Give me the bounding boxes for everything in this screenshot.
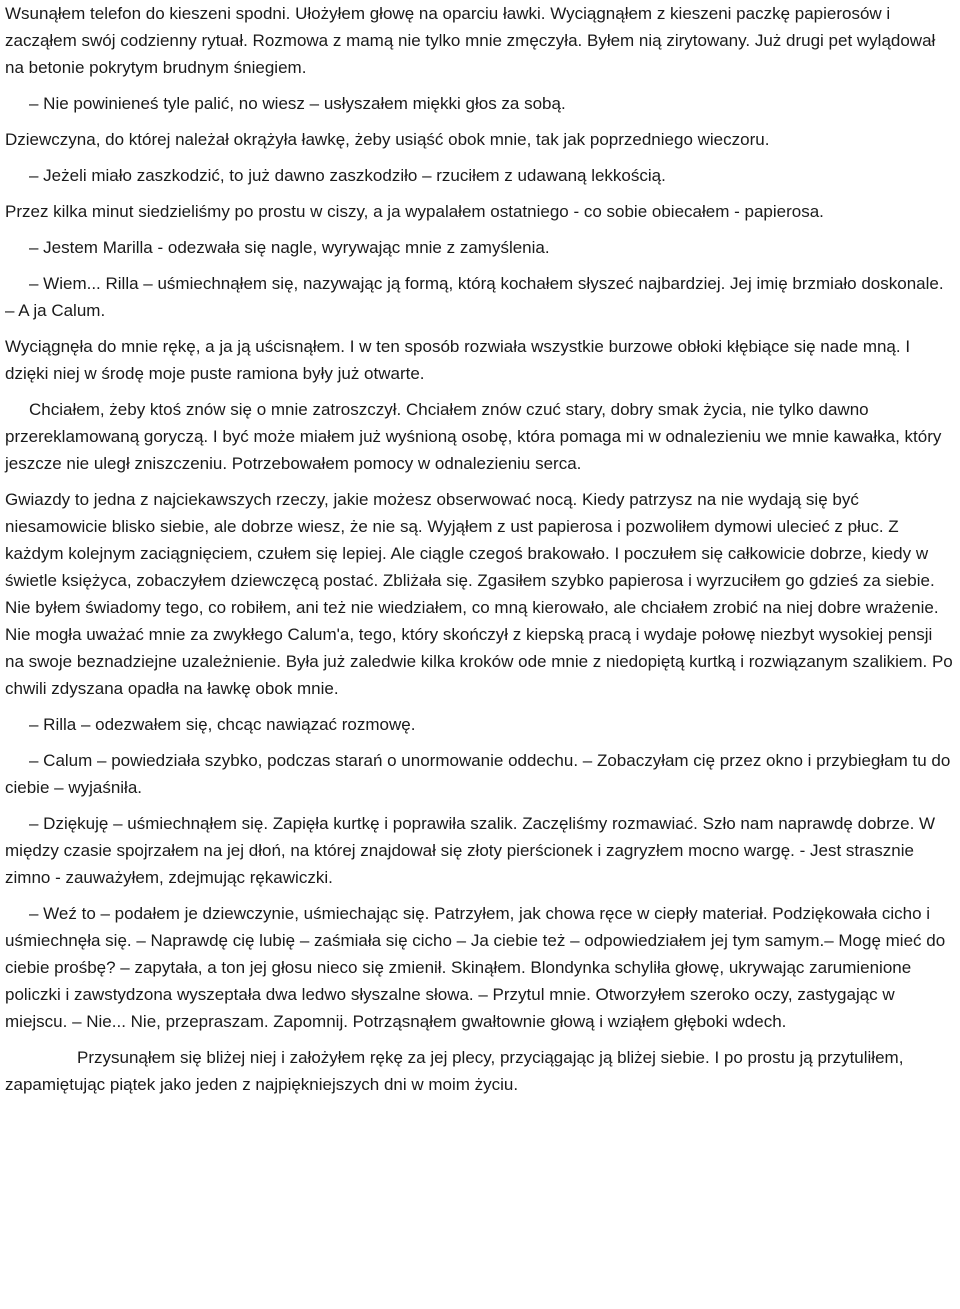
paragraph-11: – Rilla – odezwałem się, chcąc nawiązać rozmowę. — [29, 715, 416, 734]
paragraph-10: Gwiazdy to jedna z najciekawszych rzeczy, jakie możesz obserwować nocą. Kiedy patrzysz na nie wydają się być niesamowicie blisko siebie, ale dobrze wiesz, że nie są. Wyjąłem z ust papierosa i pozwoliłem dymowi ulecieć z płuc. Z każdym kolejnym zaciągnięciem, czułem się lepiej. Ale ciągle czegoś brakowało. I poczułem się całkowicie dobrze, kiedy w świetle księżyca, zobaczyłem dziewczęcą postać. Zbliżała się. Zgasiłem szybko papierosa i wyrzuciłem go gdzieś za siebie. Nie byłem świadomy tego, co robiłem, ani też nie wiedziałem, co mną kierowało, ale chciałem zrobić na niej dobre wrażenie. Nie mogła uważać mnie za zwykłego Calum'a, tego, który skończył z kiepską pracą i wydaje połowę niezbyt wysokiej pensji na swoje beznadziejne uzależnienie. Była już zaledwie kilka kroków ode mnie z niedopiętą kurtką i rozwiązanym szalikiem. Po chwili zdyszana opadła na ławkę obok mnie. — [5, 490, 953, 698]
paragraph-8: Wyciągnęła do mnie rękę, a ja ją uścisnąłem. I w ten sposób rozwiała wszystkie burzowe obłoki kłębiące się nade mną. I dzięki niej w środę moje puste ramiona były już otwarte. — [5, 337, 911, 383]
paragraph-14: – Weź to – podałem je dziewczynie, uśmiechając się. Patrzyłem, jak chowa ręce w ciepły materiał. Podziękowała cicho i uśmiechnęła się. – Naprawdę cię lubię – zaśmiała się cicho – Ja ciebie też – odpowiedziałem jej tym samym.– Mogę mieć do ciebie prośbę? – zapytała, a ton jej głosu nieco się zmienił. Skinąłem. Blondynka schyliła głowę, ukrywając zarumienione policzki i zawstydzona wyszeptała dwa ledwo słyszalne słowa. – Przytul mnie. Otworzyłem szeroko oczy, zastygając w miejscu. – Nie... Nie, przepraszam. Zapomnij. Potrząsnąłem gwałtownie głową i wziąłem głęboki wdech. — [5, 904, 946, 1031]
paragraph-15: Przysunąłem się bliżej niej i założyłem rękę za jej plecy, przyciągając ją bliżej siebie. I po prostu ją przytuliłem, zapamiętując piątek jako jeden z najpiękniejszych dni w moim życiu. — [5, 1048, 904, 1094]
paragraph-7: – Wiem... Rilla – uśmiechnąłem się, nazywając ją formą, którą kochałem słyszeć najbardziej. Jej imię brzmiało doskonale. – A ja Calum. — [5, 274, 944, 320]
paragraph-5: Przez kilka minut siedzieliśmy po prostu w ciszy, a ja wypalałem ostatniego - co sobie obiecałem - papierosa. — [5, 202, 824, 221]
paragraph-9: Chciałem, żeby ktoś znów się o mnie zatroszczył. Chciałem znów czuć stary, dobry smak życia, nie tylko dawno przereklamowaną goryczą. I być może miałem już wyśnioną osobę, która pomaga mi w odnalezieniu we mnie kawałka, który jeszcze nie uległ zniszczeniu. Potrzebowałem pomocy w odnalezieniu serca. — [5, 400, 942, 473]
paragraph-4: – Jeżeli miało zaszkodzić, to już dawno zaszkodziło – rzuciłem z udawaną lekkością. — [29, 166, 666, 185]
paragraph-1: Wsunąłem telefon do kieszeni spodni. Ułożyłem głowę na oparciu ławki. Wyciągnąłem z kieszeni paczkę papierosów i zacząłem swój codzienny rytuał. Rozmowa z mamą nie tylko mnie zmęczyła. Byłem nią zirytowany. Już drugi pet wylądował na betonie pokrytym brudnym śniegiem. — [5, 4, 936, 77]
paragraph-3: Dziewczyna, do której należał okrążyła ławkę, żeby usiąść obok mnie, tak jak poprzedniego wieczoru. — [5, 130, 770, 149]
paragraph-6: – Jestem Marilla - odezwała się nagle, wyrywając mnie z zamyślenia. — [29, 238, 550, 257]
paragraph-13: – Dziękuję – uśmiechnąłem się. Zapięła kurtkę i poprawiła szalik. Zaczęliśmy rozmawiać. Szło nam naprawdę dobrze. W między czasie spojrzałem na jej dłoń, na której znajdował się złoty pierścionek i zagryzłem mocno wargę. - Jest strasznie zimno - zauważyłem, zdejmując rękawiczki. — [5, 814, 936, 887]
paragraph-12: – Calum – powiedziała szybko, podczas starań o unormowanie oddechu. – Zobaczyłam cię przez okno i przybiegłam tu do ciebie – wyjaśniła. — [5, 751, 951, 797]
paragraph-2: – Nie powinieneś tyle palić, no wiesz – usłyszałem miękki głos za sobą. — [29, 94, 566, 113]
